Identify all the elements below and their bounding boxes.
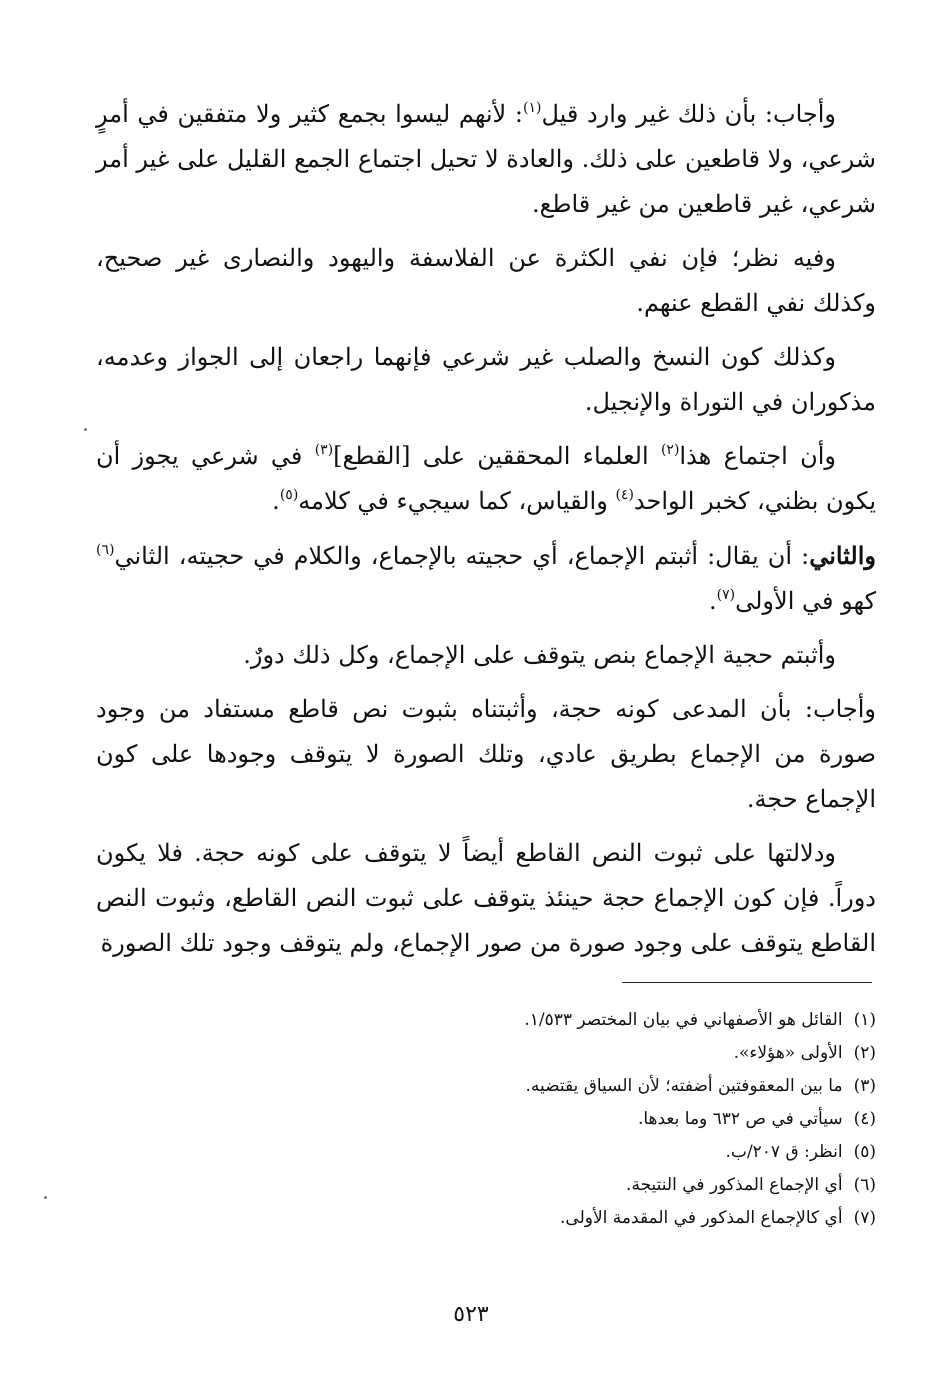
paragraph-text: كهو في الأولى (735, 587, 876, 615)
paragraph (96, 92, 876, 227)
footnote-text: الأولى «هؤلاء». (733, 1043, 843, 1063)
footnote-item (150, 1070, 876, 1103)
footnote-number: (٦) (853, 1175, 876, 1195)
footnotes-list (150, 1004, 876, 1235)
scan-speck (84, 428, 87, 431)
footnote-number: (٣) (853, 1076, 876, 1096)
footnote-separator (622, 982, 872, 983)
footnote-ref[interactable]: (٧) (716, 587, 736, 603)
paragraph (96, 687, 876, 822)
footnote-item (150, 1136, 876, 1169)
footnote-ref[interactable]: (٦) (96, 542, 115, 558)
paragraph-text: ودلالتها على ثبوت النص القاطع أيضاً لا يتوقف على كونه حجة. فلا يكون دوراً. فإن كون الإجماع حجة حينئذ يتوقف على ثبوت النص القاطع، وثبوت النص القاطع يتوقف على وجود صورة من صور الإجماع، ولم يتوقف وجود تلك الصورة (96, 839, 876, 957)
footnote-text: أي كالإجماع المذكور في المقدمة الأولى. (560, 1208, 843, 1228)
footnote-ref[interactable]: (١) (522, 100, 542, 116)
paragraph (96, 236, 876, 326)
footnote-item (150, 1037, 876, 1070)
paragraph (96, 831, 876, 966)
page-number: ٥٢٣ (453, 1302, 489, 1327)
footnote-item (150, 1103, 876, 1136)
footnote-text: انظر: ق ٢٠٧/ب. (725, 1142, 843, 1162)
footnote-number: (٧) (853, 1208, 876, 1228)
paragraph-text: والقياس، كما سيجيء في كلامه (298, 487, 616, 515)
footnote-text: ما بين المعقوفتين أضفته؛ لأن السياق يقتضيه. (525, 1076, 843, 1096)
paragraph-text: . (709, 587, 717, 615)
footnote-number: (٢) (853, 1043, 876, 1063)
paragraph (96, 533, 876, 624)
paragraph-text: وفيه نظر؛ فإن نفي الكثرة عن الفلاسفة واليهود والنصارى غير صحيح، وكذلك نفي القطع عنهم. (96, 244, 876, 317)
scan-speck (44, 1196, 47, 1199)
footnote-text: سيأتي في ص ٦٣٢ وما بعدها. (637, 1109, 843, 1129)
paragraph (96, 434, 876, 524)
footnote-text: القائل هو الأصفهاني في بيان المختصر ١/٥٣٣. (524, 1010, 843, 1030)
paragraph-text: وأجاب: بأن ذلك غير وارد قيل (541, 100, 836, 128)
footnote-ref[interactable]: (٢) (660, 442, 680, 458)
paragraph-text: . (272, 487, 280, 515)
footnote-number: (١) (853, 1010, 876, 1030)
footnote-ref[interactable]: (٣) (314, 442, 334, 458)
footnote-ref[interactable]: (٤) (615, 487, 634, 503)
paragraph-text: : أن يقال: أثبتم الإجماع، أي حجيته بالإجماع، والكلام في حجيته، الثاني (114, 542, 810, 570)
paragraph-text: في شرعي يجوز أن يكون بظني، كخبر الواحد (96, 442, 876, 515)
footnote-number: (٥) (853, 1142, 876, 1162)
footnote-item (150, 1202, 876, 1235)
paragraph-text: وأثبتم حجية الإجماع بنص يتوقف على الإجماع، وكل ذلك دورٌ. (243, 641, 836, 669)
paragraph-text: وأن اجتماع هذا (679, 442, 837, 470)
footnote-text: أي الإجماع المذكور في النتيجة. (626, 1175, 843, 1195)
footnote-number: (٤) (853, 1109, 876, 1129)
paragraph-text: : لأنهم ليسوا بجمع كثير ولا متفقين في أمرٍ شرعي، ولا قاطعين على ذلك. والعادة لا تحيل اجتماع الجمع القليل على غير أمر شرعي، غير قاطعين من غير قاطع. (96, 100, 876, 218)
paragraph (96, 633, 876, 678)
footnote-ref[interactable]: (٥) (279, 487, 299, 503)
paragraph-text: وأجاب: بأن المدعى كونه حجة، وأثبتناه بثبوت نص قاطع مستفاد من وجود صورة من الإجماع بطريق عادي، وتلك الصورة لا يتوقف وجودها على كون الإجماع حجة. (96, 695, 876, 813)
main-text (96, 92, 876, 975)
paragraph-text: وكذلك كون النسخ والصلب غير شرعي فإنهما راجعان إلى الجواز وعدمه، مذكوران في التوراة والإنجيل. (96, 343, 876, 416)
footnote-item (150, 1169, 876, 1202)
paragraph-text: العلماء المحققين على [القطع] (333, 442, 661, 470)
footnote-item (150, 1004, 876, 1037)
paragraph-lead-word: والثاني (809, 541, 876, 570)
paragraph (96, 335, 876, 425)
